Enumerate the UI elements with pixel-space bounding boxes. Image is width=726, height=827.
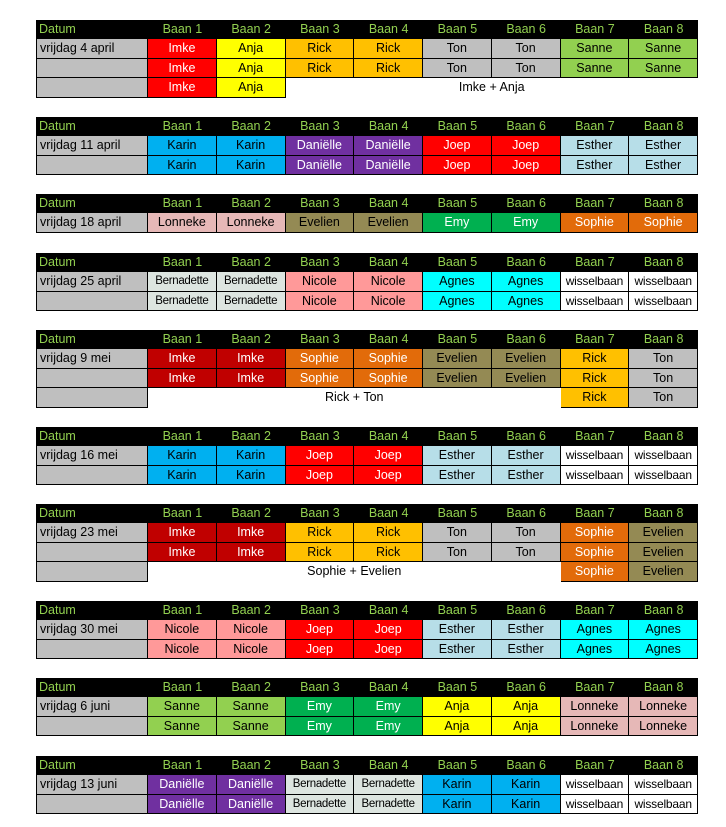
lane-header: Baan 1 (148, 427, 217, 446)
lane-header: Baan 5 (423, 20, 492, 39)
lane-header: Baan 1 (148, 678, 217, 697)
lane-cell: Bernadette (286, 775, 355, 794)
lane-header: Baan 4 (354, 601, 423, 620)
lane-cell: Daniëlle (354, 136, 423, 155)
lane-cell: Anja (217, 78, 286, 97)
combination-note: Rick + Ton (325, 390, 384, 405)
date-label-empty (36, 59, 148, 78)
date-label-empty (36, 466, 148, 485)
date-label-empty (36, 562, 148, 581)
lane-cell: Rick (286, 59, 355, 78)
lane-header: Baan 6 (492, 194, 561, 213)
date-label-empty (36, 640, 148, 659)
lane-cell: Sophie (561, 213, 630, 232)
lane-cell: Nicole (148, 640, 217, 659)
date-label: vrijdag 4 april (36, 39, 148, 58)
lane-cell: Sophie (629, 213, 698, 232)
lane-header: Baan 7 (561, 504, 630, 523)
lane-cell: Joep (286, 620, 355, 639)
lane-header: Baan 5 (423, 678, 492, 697)
lane-cell: Joep (354, 640, 423, 659)
lane-cell: Ton (629, 369, 698, 388)
lane-cell: Nicole (286, 272, 355, 291)
lane-header: Baan 3 (286, 194, 355, 213)
lane-cell: Lonneke (629, 697, 698, 716)
lane-cell: Imke (148, 78, 217, 97)
lane-cell: Rick (561, 349, 630, 368)
lane-cell: Rick (286, 543, 355, 562)
lane-cell: Evelien (423, 369, 492, 388)
lane-cell: Emy (286, 717, 355, 736)
lane-cell: Imke (217, 349, 286, 368)
lane-header: Baan 5 (423, 117, 492, 136)
lane-cell: wisselbaan (629, 775, 698, 794)
lane-cell: Imke (148, 369, 217, 388)
lane-cell: Anja (423, 717, 492, 736)
lane-cell: Karin (423, 775, 492, 794)
lane-header: Baan 1 (148, 330, 217, 349)
lane-header: Baan 5 (423, 253, 492, 272)
lane-header: Baan 6 (492, 253, 561, 272)
lane-cell: Agnes (423, 272, 492, 291)
lane-cell: Joep (286, 640, 355, 659)
lane-cell: Ton (629, 388, 698, 407)
lane-header: Baan 2 (217, 253, 286, 272)
lane-cell: Ton (423, 543, 492, 562)
lane-header: Baan 2 (217, 427, 286, 446)
lane-header: Baan 5 (423, 504, 492, 523)
datum-header: Datum (36, 330, 148, 349)
lane-header: Baan 4 (354, 253, 423, 272)
lane-header: Baan 7 (561, 117, 630, 136)
lane-header: Baan 8 (629, 678, 698, 697)
lane-cell: Agnes (629, 620, 698, 639)
lane-header: Baan 2 (217, 194, 286, 213)
lane-header: Baan 7 (561, 756, 630, 775)
lane-cell: Daniëlle (354, 156, 423, 175)
lane-header: Baan 4 (354, 427, 423, 446)
lane-cell: Joep (354, 466, 423, 485)
lane-header: Baan 1 (148, 194, 217, 213)
lane-header: Baan 1 (148, 504, 217, 523)
lane-cell: Bernadette (217, 292, 286, 311)
lane-header: Baan 4 (354, 330, 423, 349)
lane-cell: wisselbaan (561, 795, 630, 814)
lane-cell: wisselbaan (629, 466, 698, 485)
lane-header: Baan 5 (423, 756, 492, 775)
lane-cell: Esther (561, 156, 630, 175)
lane-header: Baan 4 (354, 678, 423, 697)
lane-header: Baan 4 (354, 20, 423, 39)
lane-header: Baan 3 (286, 330, 355, 349)
lane-cell: Ton (423, 59, 492, 78)
lane-cell: Esther (423, 640, 492, 659)
lane-cell: Ton (492, 543, 561, 562)
lane-header: Baan 8 (629, 330, 698, 349)
lane-cell: Esther (492, 466, 561, 485)
lane-cell: Karin (217, 156, 286, 175)
lane-cell: Karin (148, 446, 217, 465)
lane-cell: Anja (492, 697, 561, 716)
lane-cell: Rick (286, 523, 355, 542)
lane-cell: Karin (423, 795, 492, 814)
lane-cell: Nicole (148, 620, 217, 639)
lane-cell: Evelien (286, 213, 355, 232)
lane-header: Baan 3 (286, 756, 355, 775)
lane-header: Baan 2 (217, 117, 286, 136)
lane-cell: wisselbaan (629, 272, 698, 291)
lane-cell: Emy (492, 213, 561, 232)
lane-cell: Imke (217, 523, 286, 542)
lane-cell: Agnes (423, 292, 492, 311)
lane-cell: Sophie (354, 349, 423, 368)
lane-header: Baan 6 (492, 504, 561, 523)
lane-header: Baan 6 (492, 427, 561, 446)
lane-cell: Sanne (217, 697, 286, 716)
date-label-empty (36, 369, 148, 388)
date-label-empty (36, 795, 148, 814)
lane-cell: Agnes (561, 640, 630, 659)
lane-header: Baan 1 (148, 20, 217, 39)
datum-header: Datum (36, 504, 148, 523)
lane-cell: Evelien (423, 349, 492, 368)
lane-cell: Anja (217, 39, 286, 58)
date-label: vrijdag 11 april (36, 136, 148, 155)
date-label-empty (36, 78, 148, 97)
lane-cell: Agnes (492, 292, 561, 311)
lane-cell: Rick (354, 543, 423, 562)
date-label-empty (36, 543, 148, 562)
lane-header: Baan 8 (629, 194, 698, 213)
lane-cell: Esther (423, 446, 492, 465)
lane-cell: Emy (286, 697, 355, 716)
lane-cell: wisselbaan (561, 466, 630, 485)
lane-cell: Joep (354, 620, 423, 639)
lane-cell: Lonneke (217, 213, 286, 232)
date-label-empty (36, 292, 148, 311)
lane-cell: Ton (629, 349, 698, 368)
lane-cell: Rick (354, 39, 423, 58)
lane-header: Baan 5 (423, 427, 492, 446)
lane-header: Baan 2 (217, 756, 286, 775)
lane-cell: Imke (148, 543, 217, 562)
lane-header: Baan 8 (629, 117, 698, 136)
lane-cell: Nicole (217, 640, 286, 659)
lane-cell: Imke (148, 349, 217, 368)
lane-cell: Imke (148, 523, 217, 542)
lane-cell: Esther (561, 136, 630, 155)
lane-cell: Sanne (148, 717, 217, 736)
lane-cell: Lonneke (629, 717, 698, 736)
lane-cell: Karin (217, 446, 286, 465)
lane-cell: Esther (492, 640, 561, 659)
datum-header: Datum (36, 601, 148, 620)
lane-cell: Bernadette (148, 272, 217, 291)
datum-header: Datum (36, 427, 148, 446)
lane-cell: Evelien (492, 369, 561, 388)
lane-cell: Imke (148, 59, 217, 78)
lane-cell: Sanne (629, 39, 698, 58)
lane-cell: Joep (423, 156, 492, 175)
lane-cell: Anja (423, 697, 492, 716)
lane-cell: Sophie (354, 369, 423, 388)
lane-cell: Daniëlle (217, 795, 286, 814)
lane-cell: Imke (217, 543, 286, 562)
lane-cell: Bernadette (354, 795, 423, 814)
lane-header: Baan 3 (286, 504, 355, 523)
lane-header: Baan 3 (286, 601, 355, 620)
lane-header: Baan 4 (354, 194, 423, 213)
lane-header: Baan 7 (561, 194, 630, 213)
lane-header: Baan 6 (492, 678, 561, 697)
lane-header: Baan 3 (286, 427, 355, 446)
lane-cell: Esther (423, 466, 492, 485)
lane-cell: Ton (423, 39, 492, 58)
date-label: vrijdag 18 april (36, 213, 148, 232)
lane-cell: Agnes (561, 620, 630, 639)
lane-cell: Esther (423, 620, 492, 639)
lane-cell: Karin (217, 466, 286, 485)
lane-cell: Sophie (286, 369, 355, 388)
lane-cell: Daniëlle (286, 156, 355, 175)
lane-cell: Daniëlle (148, 775, 217, 794)
lane-cell: wisselbaan (629, 292, 698, 311)
lane-cell: Bernadette (354, 775, 423, 794)
lane-cell: Imke (217, 369, 286, 388)
lane-header: Baan 4 (354, 504, 423, 523)
lane-header: Baan 2 (217, 678, 286, 697)
lane-header: Baan 8 (629, 756, 698, 775)
lane-cell: Evelien (354, 213, 423, 232)
lane-header: Baan 6 (492, 20, 561, 39)
lane-cell: Evelien (629, 562, 698, 581)
date-label: vrijdag 9 mei (36, 349, 148, 368)
lane-header: Baan 8 (629, 20, 698, 39)
lane-cell: Nicole (354, 272, 423, 291)
lane-cell: Agnes (492, 272, 561, 291)
lane-cell: Anja (492, 717, 561, 736)
lane-cell: wisselbaan (561, 775, 630, 794)
lane-cell: Lonneke (148, 213, 217, 232)
date-label: vrijdag 25 april (36, 272, 148, 291)
lane-header: Baan 2 (217, 20, 286, 39)
lane-cell: Emy (423, 213, 492, 232)
lane-header: Baan 5 (423, 194, 492, 213)
lane-cell: Sophie (561, 523, 630, 542)
date-label-empty (36, 156, 148, 175)
lane-cell: Sophie (286, 349, 355, 368)
lane-cell: Rick (561, 388, 630, 407)
lane-cell: Emy (354, 697, 423, 716)
lane-cell: Ton (423, 523, 492, 542)
datum-header: Datum (36, 20, 148, 39)
lane-cell: wisselbaan (561, 446, 630, 465)
lane-cell: Bernadette (217, 272, 286, 291)
lane-cell: Nicole (354, 292, 423, 311)
lane-header: Baan 6 (492, 330, 561, 349)
lane-cell: Agnes (629, 640, 698, 659)
lane-header: Baan 1 (148, 253, 217, 272)
lane-header: Baan 7 (561, 253, 630, 272)
lane-cell: Sophie (561, 562, 630, 581)
lane-header: Baan 8 (629, 504, 698, 523)
lane-header: Baan 8 (629, 253, 698, 272)
date-label-empty (36, 717, 148, 736)
lane-header: Baan 1 (148, 756, 217, 775)
lane-header: Baan 4 (354, 117, 423, 136)
lane-cell: Sanne (629, 59, 698, 78)
lane-header: Baan 8 (629, 601, 698, 620)
lane-cell: Evelien (492, 349, 561, 368)
lane-cell: Lonneke (561, 717, 630, 736)
lane-header: Baan 7 (561, 678, 630, 697)
lane-header: Baan 2 (217, 504, 286, 523)
lane-cell: Karin (217, 136, 286, 155)
lane-header: Baan 2 (217, 330, 286, 349)
lane-cell: Karin (148, 156, 217, 175)
lane-header: Baan 3 (286, 20, 355, 39)
lane-cell: Nicole (286, 292, 355, 311)
combination-note: Sophie + Evelien (307, 564, 402, 579)
lane-cell: Emy (354, 717, 423, 736)
lane-cell: Nicole (217, 620, 286, 639)
lane-header: Baan 4 (354, 756, 423, 775)
lane-header: Baan 7 (561, 601, 630, 620)
lane-header: Baan 3 (286, 117, 355, 136)
lane-header: Baan 6 (492, 117, 561, 136)
lane-cell: Joep (354, 446, 423, 465)
lane-header: Baan 7 (561, 330, 630, 349)
lane-cell: Rick (286, 39, 355, 58)
lane-cell: Joep (286, 466, 355, 485)
date-label: vrijdag 23 mei (36, 523, 148, 542)
date-label: vrijdag 30 mei (36, 620, 148, 639)
lane-cell: wisselbaan (561, 272, 630, 291)
lane-cell: Karin (492, 795, 561, 814)
lane-cell: Sanne (561, 39, 630, 58)
lane-header: Baan 7 (561, 427, 630, 446)
combination-note: Imke + Anja (458, 80, 525, 95)
lane-cell: Ton (492, 523, 561, 542)
date-label: vrijdag 6 juni (36, 697, 148, 716)
lane-cell: Esther (492, 446, 561, 465)
lane-cell: wisselbaan (629, 446, 698, 465)
lane-header: Baan 3 (286, 678, 355, 697)
lane-header: Baan 3 (286, 253, 355, 272)
lane-cell: Daniëlle (217, 775, 286, 794)
lane-cell: Joep (286, 446, 355, 465)
lane-header: Baan 7 (561, 20, 630, 39)
lane-cell: Karin (148, 136, 217, 155)
lane-cell: Sophie (561, 543, 630, 562)
datum-header: Datum (36, 117, 148, 136)
lane-header: Baan 6 (492, 601, 561, 620)
lane-cell: Esther (492, 620, 561, 639)
lane-header: Baan 5 (423, 601, 492, 620)
lane-cell: Rick (561, 369, 630, 388)
lane-cell: Daniëlle (286, 136, 355, 155)
lane-cell: Lonneke (561, 697, 630, 716)
lane-cell: Karin (492, 775, 561, 794)
datum-header: Datum (36, 194, 148, 213)
date-label: vrijdag 16 mei (36, 446, 148, 465)
lane-cell: Bernadette (286, 795, 355, 814)
lane-header: Baan 2 (217, 601, 286, 620)
lane-cell: Ton (492, 39, 561, 58)
lane-header: Baan 1 (148, 601, 217, 620)
lane-cell: wisselbaan (629, 795, 698, 814)
lane-cell: Sanne (561, 59, 630, 78)
lane-cell: Imke (148, 39, 217, 58)
lane-cell: Ton (492, 59, 561, 78)
lane-cell: Anja (217, 59, 286, 78)
lane-header: Baan 1 (148, 117, 217, 136)
lane-cell: Sanne (217, 717, 286, 736)
lane-cell: Evelien (629, 543, 698, 562)
lane-cell: Rick (354, 59, 423, 78)
lane-cell: Karin (148, 466, 217, 485)
lane-cell: Joep (492, 156, 561, 175)
lane-cell: Daniëlle (148, 795, 217, 814)
lane-header: Baan 6 (492, 756, 561, 775)
lane-cell: wisselbaan (561, 292, 630, 311)
date-label: vrijdag 13 juni (36, 775, 148, 794)
datum-header: Datum (36, 756, 148, 775)
lane-cell: Esther (629, 136, 698, 155)
datum-header: Datum (36, 253, 148, 272)
lane-cell: Joep (423, 136, 492, 155)
lane-cell: Esther (629, 156, 698, 175)
lane-cell: Rick (354, 523, 423, 542)
datum-header: Datum (36, 678, 148, 697)
lane-cell: Evelien (629, 523, 698, 542)
lane-header: Baan 5 (423, 330, 492, 349)
lane-header: Baan 8 (629, 427, 698, 446)
date-label-empty (36, 388, 148, 407)
lane-cell: Sanne (148, 697, 217, 716)
lane-cell: Joep (492, 136, 561, 155)
lane-cell: Bernadette (148, 292, 217, 311)
